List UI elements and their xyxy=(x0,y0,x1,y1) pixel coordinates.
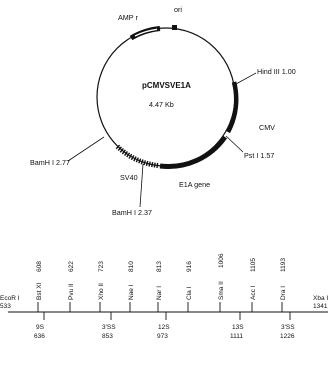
site-pos: 622 xyxy=(68,261,75,272)
site-name: Nae I xyxy=(128,284,135,300)
amp-label: AMP r xyxy=(118,13,138,22)
splice-label: 9S xyxy=(36,324,44,331)
site-pos: 916 xyxy=(186,261,193,272)
site-name: Sma II xyxy=(218,281,225,300)
cmv-label: CMV xyxy=(259,123,275,132)
plasmid-size: 4.47 Kb xyxy=(149,100,174,109)
right-end-pos: 1341 xyxy=(313,303,328,310)
splice-3ss-853 xyxy=(102,312,116,340)
bam277-leader xyxy=(68,137,104,161)
splice-marks xyxy=(34,312,295,340)
e1a-segment xyxy=(160,137,225,167)
hind-label: Hind III 1.00 xyxy=(257,67,296,76)
e1a-label: E1A gene xyxy=(179,180,211,189)
splice-label: 13S xyxy=(232,324,244,331)
site-xhoii xyxy=(98,261,105,312)
cmv-segment xyxy=(228,82,236,132)
site-name: Dra I xyxy=(280,285,287,300)
splice-12s xyxy=(157,312,170,340)
ori-label: ori xyxy=(174,5,182,14)
site-pos: 1105 xyxy=(250,258,257,272)
splice-pos: 1226 xyxy=(280,333,295,340)
splice-13s xyxy=(230,312,244,340)
site-name: Acc I xyxy=(250,285,257,300)
site-name: Bst XI xyxy=(36,282,43,300)
sv40-segment xyxy=(117,146,158,166)
site-drai xyxy=(280,258,287,312)
splice-label: 12S xyxy=(158,324,170,331)
site-pos: 1193 xyxy=(280,258,287,272)
bam237-leader xyxy=(140,164,143,207)
left-end-pos: 533 xyxy=(0,303,11,310)
site-bstxi xyxy=(36,261,43,312)
splice-label: 3'SS xyxy=(102,324,116,331)
splice-pos: 973 xyxy=(157,333,168,340)
site-name: Xho II xyxy=(98,283,105,300)
site-name: Pvu II xyxy=(68,283,75,300)
sv40-label: SV40 xyxy=(120,173,138,182)
circular-map xyxy=(30,5,296,217)
site-clai xyxy=(186,261,193,312)
bam277-label: BamH I 2.77 xyxy=(30,158,70,167)
splice-pos: 1111 xyxy=(230,333,244,340)
restriction-sites xyxy=(36,253,287,312)
site-smaii xyxy=(218,253,225,312)
hind-leader xyxy=(236,73,256,84)
ori-mark xyxy=(172,25,177,30)
site-name: Cla I xyxy=(186,286,193,300)
splice-9s xyxy=(34,312,45,340)
site-acci xyxy=(250,258,257,312)
plasmid-name: pCMVSVE1A xyxy=(142,81,191,90)
splice-pos: 853 xyxy=(102,333,113,340)
splice-pos: 636 xyxy=(34,333,45,340)
right-end-marker xyxy=(313,295,328,310)
pst-leader xyxy=(226,136,243,152)
left-end-name: EcoR I xyxy=(0,295,20,302)
right-end-name: Xba I xyxy=(313,295,329,302)
site-pos: 1006 xyxy=(218,253,225,268)
site-nari xyxy=(156,261,163,312)
site-pos: 810 xyxy=(128,261,135,272)
splice-label: 3'SS xyxy=(281,324,295,331)
pst-label: Pst I 1.57 xyxy=(244,151,275,160)
site-pos: 813 xyxy=(156,261,163,272)
splice-3ss-1226 xyxy=(280,312,295,340)
site-pos: 608 xyxy=(36,261,43,272)
bam237-label: BamH I 2.37 xyxy=(112,208,152,217)
linear-map xyxy=(0,253,328,340)
site-name: Nar I xyxy=(156,285,163,300)
left-end-marker xyxy=(0,295,20,310)
site-pos: 723 xyxy=(98,261,105,272)
site-pvuii xyxy=(68,261,75,312)
site-naei xyxy=(128,261,135,312)
plasmid-circle xyxy=(97,28,235,166)
